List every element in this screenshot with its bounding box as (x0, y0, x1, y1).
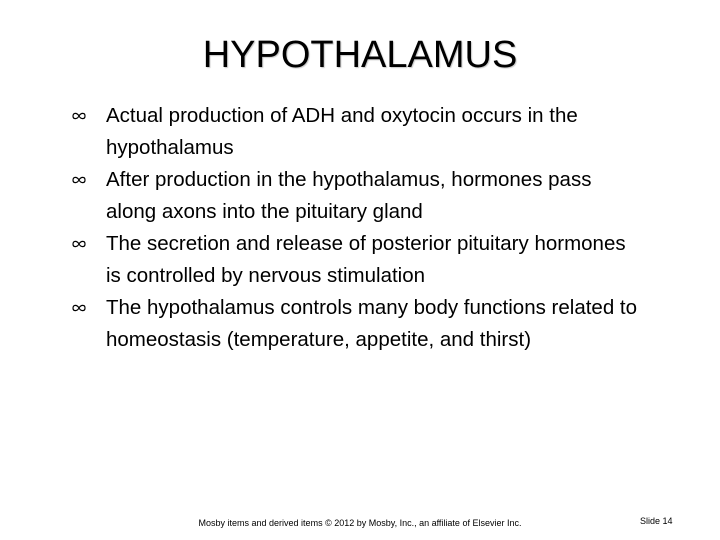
footer-copyright: Mosby items and derived items © 2012 by Mosby, Inc., an affiliate of Elsevier Inc. (198, 518, 522, 528)
bullet-item (72, 164, 642, 228)
bullet-text: After production in the hypothalamus, hormones pass along axons into the pituitary gland (106, 168, 592, 223)
bullet-text: The hypothalamus controls many body functions related to homeostasis (temperature, appetite, and thirst) (106, 296, 638, 351)
infinity-bullet-icon (72, 111, 86, 121)
bullet-text: The secretion and release of posterior pituitary hormones is controlled by nervous stimulation (106, 232, 626, 287)
infinity-bullet-icon (72, 239, 86, 249)
slide-title: HYPOTHALAMUS (202, 34, 518, 76)
bullet-text: Actual production of ADH and oxytocin occurs in the hypothalamus (106, 104, 578, 159)
bullet-list (72, 100, 642, 356)
bullet-item (72, 292, 642, 356)
infinity-bullet-icon (72, 175, 86, 185)
bullet-item (72, 228, 642, 292)
infinity-bullet-icon (72, 303, 86, 313)
bullet-item (72, 100, 642, 164)
slide-number: Slide 14 (640, 516, 673, 526)
